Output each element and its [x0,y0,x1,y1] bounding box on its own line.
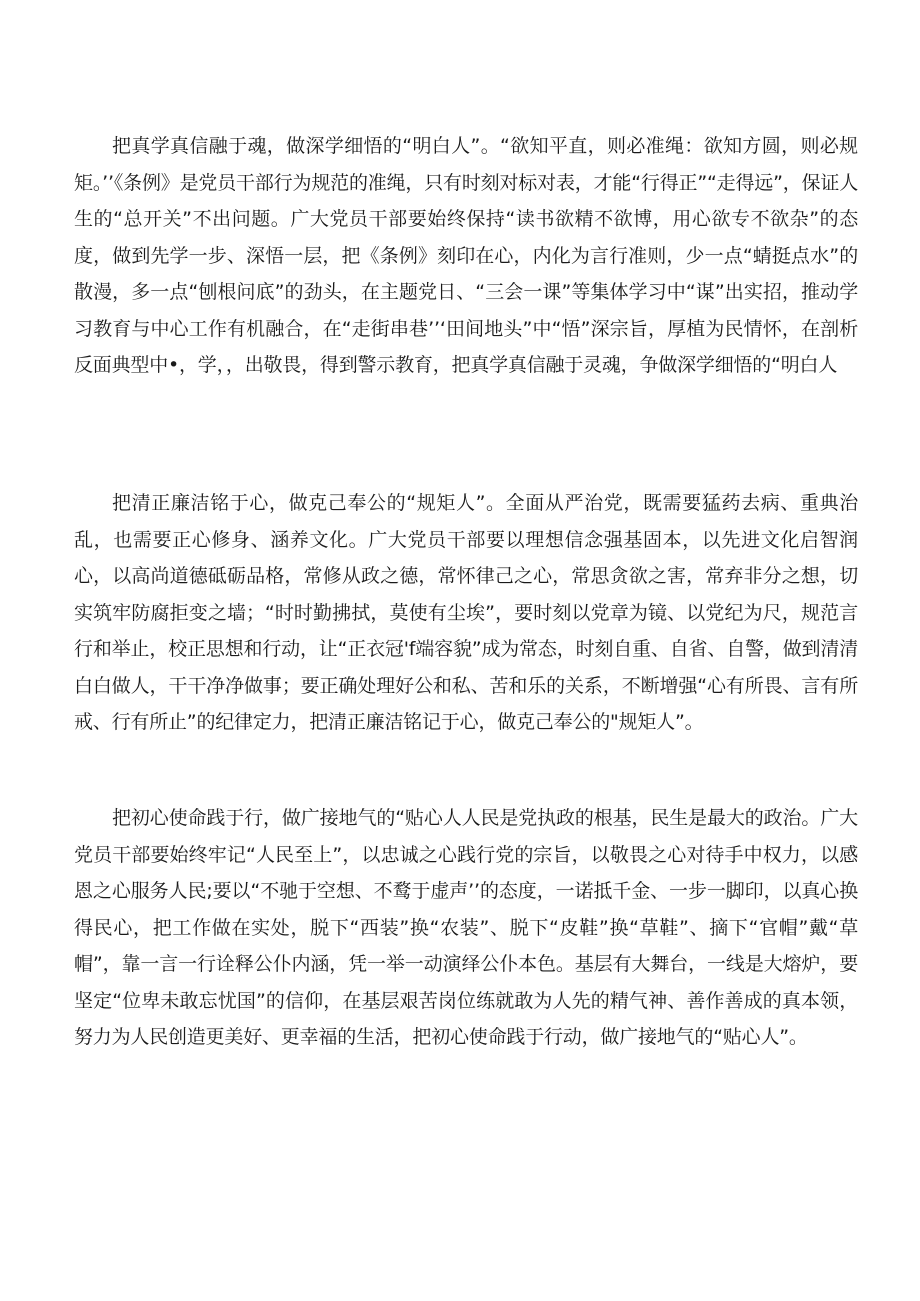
paragraph-1: 把真学真信融于魂，做深学细悟的“明白人”。“欲知平直，则必准绳：欲知方圆，则必规矩。’’《条例》是党员干部行为规范的准绳，只有时刻对标对表，才能“行得正”“走得远”，保证人生的“总开关”不出问题。广大党员干部要始终保持“读书欲精不欲博，用心欲专不欲杂”的态度，做到先学一步、深悟一层，把《条例》刻印在心，内化为言行准则，少一点“蜻挺点水”的散漫，多一点“刨根问底”的劲头，在主题党日、“三会一课”等集体学习中“谋”出实招，推动学习教育与中心工作有机融合，在“走街串巷’’‘田间地头”中“悟”深宗旨，厚植为民情怀，在剖析反面典型中•，学，，出敬畏，得到警示教育，把真学真信融于灵魂，争做深学细悟的“明白人 [74,135,858,376]
paragraph-2: 把清正廉洁铭于心，做克己奉公的“规矩人”。全面从严治党，既需要猛药去病、重典治乱，也需要正心修身、涵养文化。广大党员干部要以理想信念强基固本，以先进文化启智润心，以高尚道德砥砺品格，常修从政之德，常怀律己之心，常思贪欲之害，常弃非分之想，切实筑牢防腐拒变之墙；“时时勤拂拭，莫使有尘埃”，要时刻以党章为镜、以党纪为尺，规范言行和举止，校正思想和行动，让“正衣冠'f端容貌”成为常态，时刻自重、自省、自警，做到清清白白做人，干干净净做事；要正确处理好公和私、苦和乐的关系，不断增强“心有所畏、言有所戒、行有所止”的纪律定力，把清正廉洁铭记于心，做克己奉公的"规矩人”。 [74,492,858,733]
paragraph-3: 把初心使命践于行，做广接地气的“贴心人人民是党执政的根基，民生是最大的政治。广大党员干部要始终牢记“人民至上”，以忠诚之心践行党的宗旨，以敬畏之心对待手中权力，以感恩之心服务人民;要以“不驰于空想、不鹜于虚声’’的态度，一诺抵千金、一步一脚印，以真心换得民心，把工作做在实处，脱下“西装”换“农装”、脱下“皮鞋”换“草鞋”、摘下“官帽”戴“草帽”，靠一言一行诠释公仆内涵，凭一举一动演绎公仆本色。基层有大舞台，一线是大熔炉，要坚定“位卑未敢忘忧国”的信仰，在基层艰苦岗位练就敢为人先的精气神、善作善成的真本领，努力为人民创造更美好、更幸福的生活，把初心使命践于行动，做广接地气的“贴心人”。 [74,807,858,1048]
